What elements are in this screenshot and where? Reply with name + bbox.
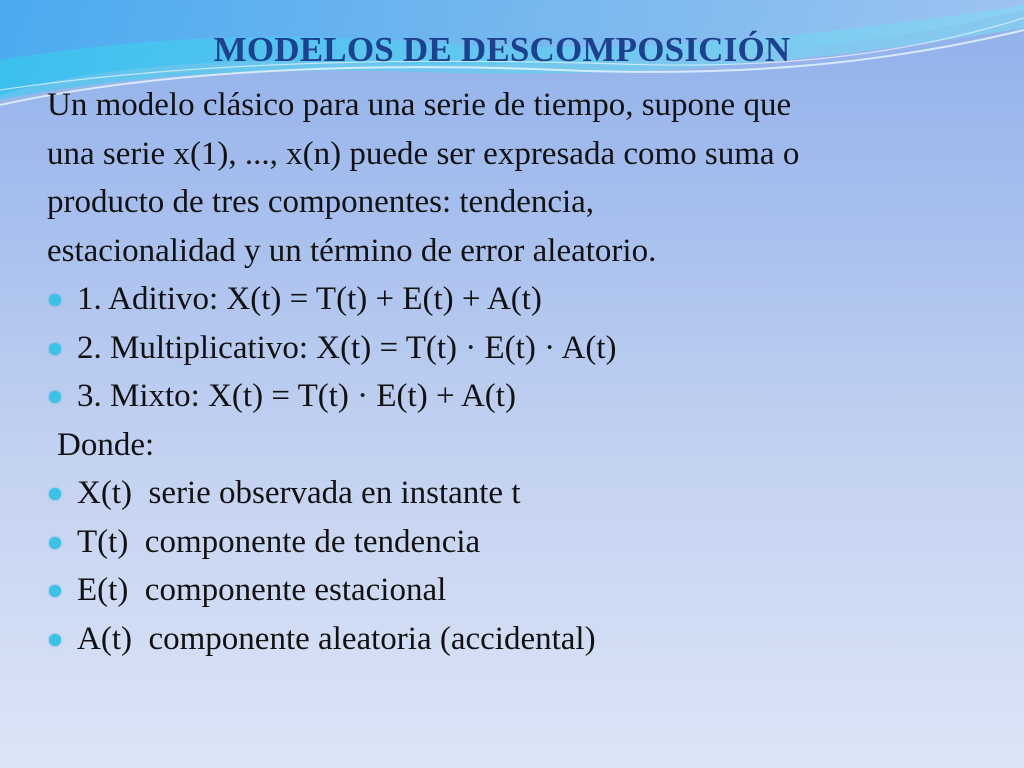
definition-text: E(t) componente estacional — [77, 572, 447, 608]
list-item — [47, 372, 1007, 421]
slide-title: MODELOS DE DESCOMPOSICIÓN — [213, 30, 791, 69]
list-item — [47, 566, 1007, 615]
bullet-icon — [49, 634, 61, 646]
models-list — [47, 275, 1007, 421]
intro-line: producto de tres componentes: tendencia, — [47, 184, 595, 220]
definition-text: A(t) componente aleatoria (accidental) — [77, 620, 596, 657]
donde-label: Donde: — [57, 426, 155, 463]
list-item — [47, 518, 1007, 567]
intro-line: estacionalidad y un término de error aleatorio. — [47, 232, 657, 269]
bullet-icon — [49, 537, 61, 549]
model-text: 3. Mixto: X(t) = T(t) · E(t) + A(t) — [77, 378, 516, 414]
model-text: 1. Aditivo: X(t) = T(t) + E(t) + A(t) — [77, 281, 542, 317]
bullet-icon — [49, 585, 61, 597]
intro-line: Un modelo clásico para una serie de tiempo, supone que — [47, 87, 792, 123]
intro-paragraph — [47, 81, 1007, 275]
bullet-icon — [49, 488, 61, 500]
intro-line: una serie x(1), ..., x(n) puede ser expresada como suma o — [47, 135, 800, 172]
list-item — [47, 275, 1007, 324]
definitions-list — [47, 469, 1007, 663]
bullet-icon — [49, 343, 61, 355]
list-item — [47, 615, 1007, 664]
bullet-icon — [49, 294, 61, 306]
definition-text: X(t) serie observada en instante t — [77, 475, 521, 511]
definition-text: T(t) componente de tendencia — [77, 523, 481, 560]
list-item — [47, 469, 1007, 518]
list-item — [47, 324, 1007, 373]
model-text: 2. Multiplicativo: X(t) = T(t) · E(t) · A(t) — [77, 329, 617, 366]
bullet-icon — [49, 391, 61, 403]
slide-content — [47, 81, 1007, 663]
